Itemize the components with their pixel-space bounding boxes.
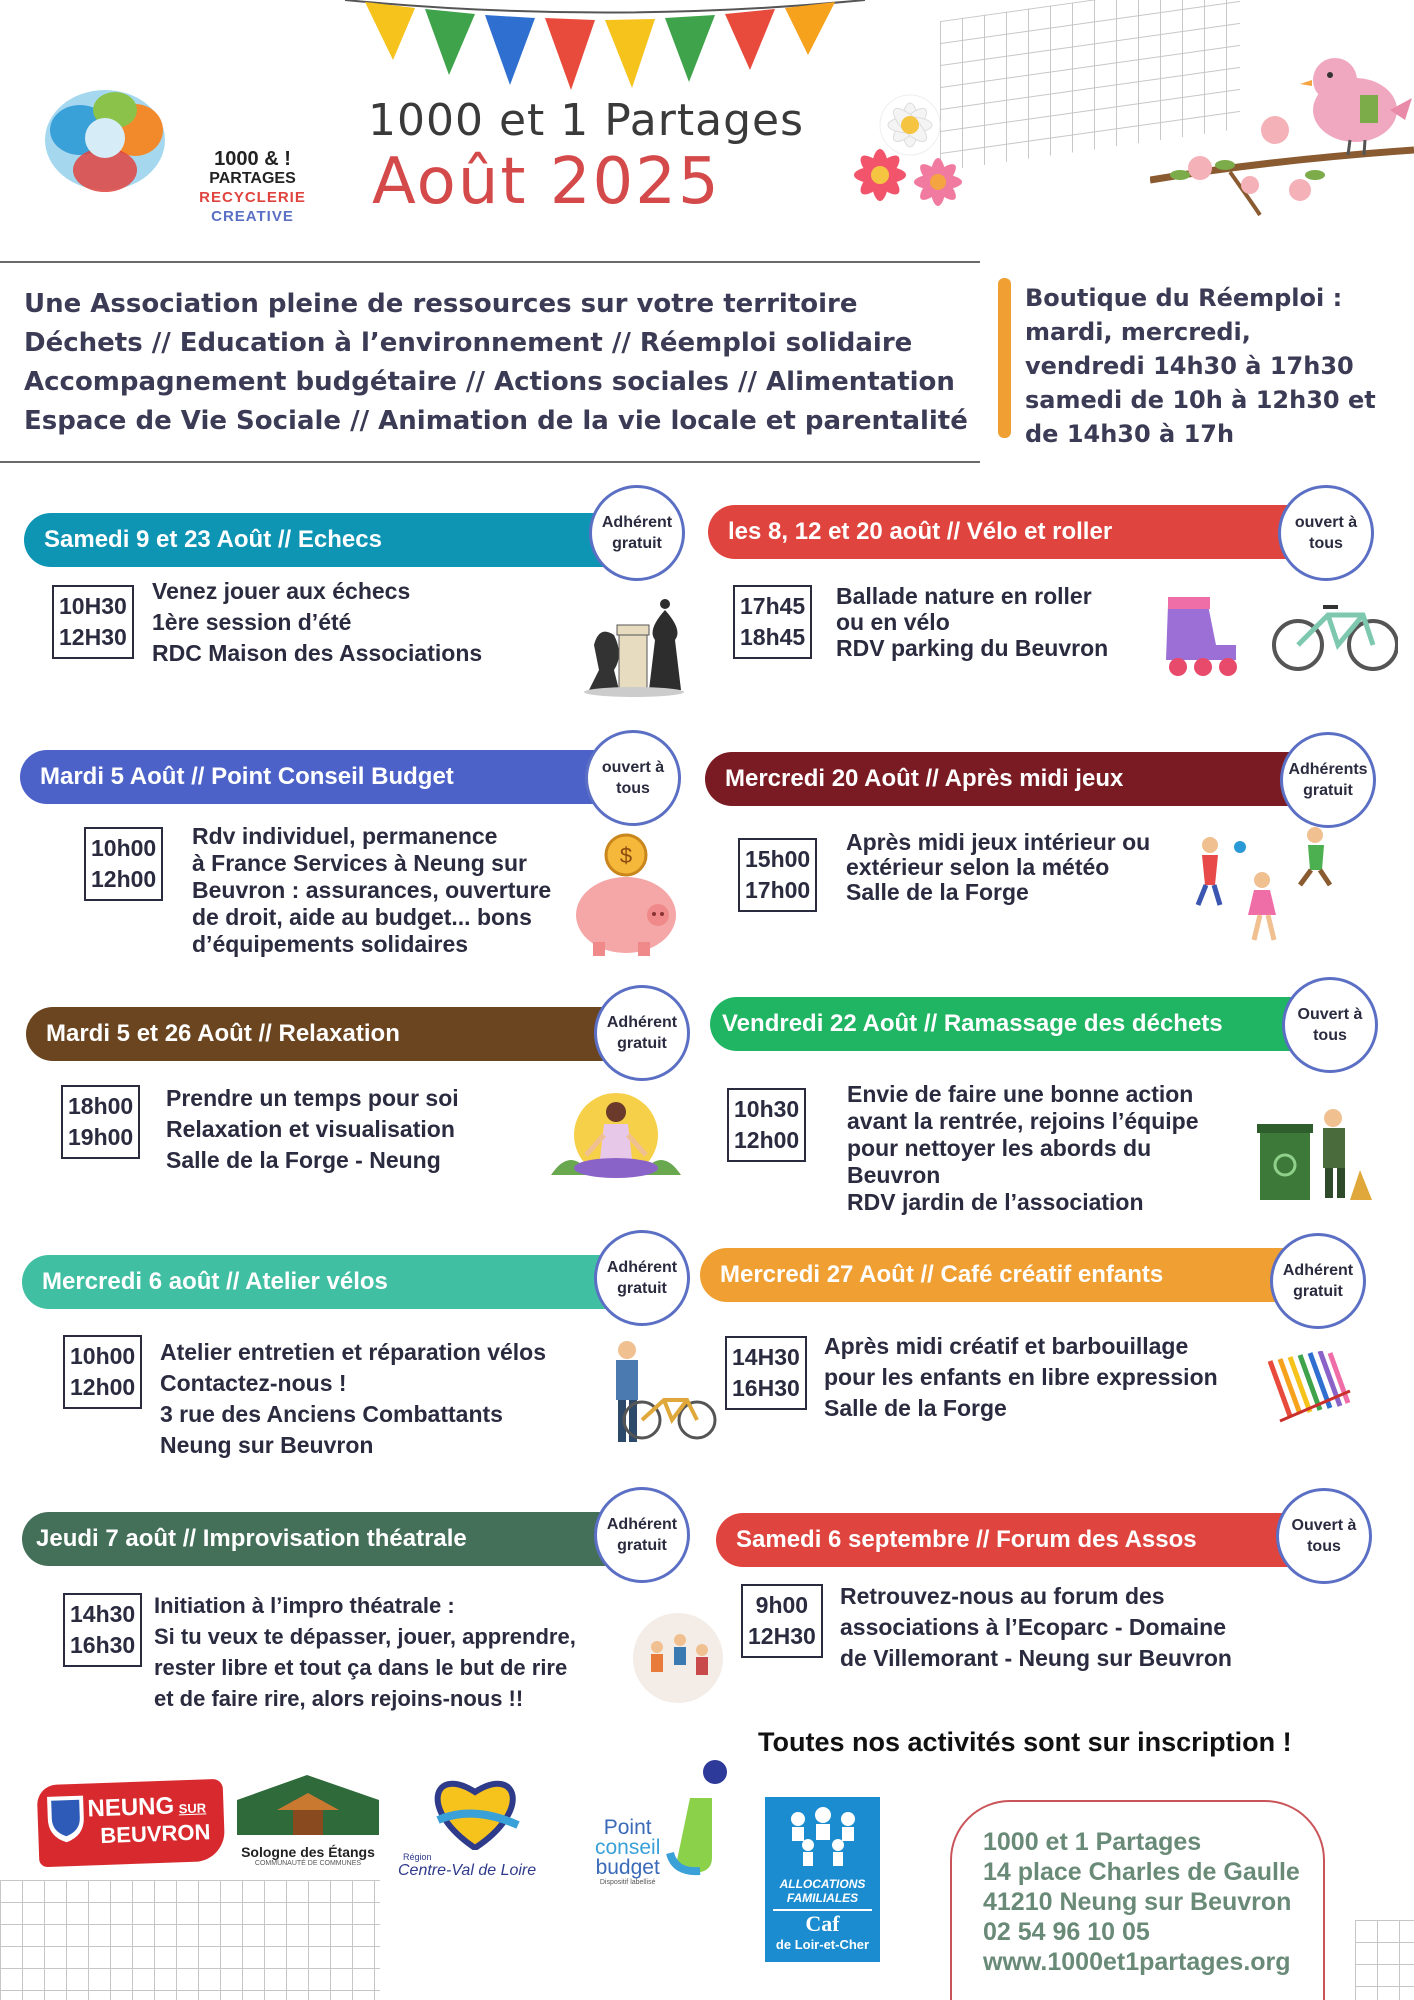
desc-line: rester libre et tout ça dans le but de rire [154, 1655, 568, 1680]
time-start: 17h45 [740, 593, 806, 619]
grid-decoration-bottom-left [0, 1880, 380, 2000]
access-badge [589, 485, 685, 581]
partner-region-line1: Région [403, 1852, 432, 1862]
desc-line: Ballade nature en roller [836, 583, 1092, 609]
activity-description [152, 576, 482, 669]
activity-description [824, 1331, 1218, 1424]
badge-line: ouvert à [601, 759, 665, 776]
time-slot [61, 1085, 140, 1159]
partner-pcb-line4: Dispositif labellisé [599, 1879, 656, 1886]
desc-line: Initiation à l’impro théatrale : [154, 1593, 455, 1618]
access-badge [1270, 1233, 1366, 1329]
logo-line2: PARTAGES [209, 170, 296, 187]
registration-note: Toutes nos activités sont sur inscription ! [758, 1727, 1292, 1757]
contact-city: 41210 Neung sur Beuvron [983, 1888, 1292, 1916]
badge-line: Ouvert à [1291, 1517, 1357, 1534]
roller-bike-icon [1148, 585, 1398, 680]
activity-title: Vendredi 22 Août // Ramassage des déchets [722, 1010, 1223, 1037]
recycling-bins-icon [1255, 1100, 1375, 1205]
desc-line: Si tu veux te dépasser, jouer, apprendre, [154, 1624, 576, 1649]
partner-neung-line2: SUR [178, 1800, 207, 1817]
contact-phone[interactable]: 02 54 96 10 05 [983, 1918, 1150, 1946]
desc-line: 1ère session d’été [152, 609, 352, 635]
activity-banner [705, 752, 1305, 806]
desc-line: Beuvron : assurances, ouverture [192, 877, 552, 903]
piggy-bank-icon [568, 830, 683, 960]
boutique-hours [1025, 281, 1376, 451]
activity-description [154, 1590, 576, 1714]
access-badge [594, 1230, 690, 1326]
activity-title: Mardi 5 Août // Point Conseil Budget [40, 763, 454, 790]
desc-line: à France Services à Neung sur [192, 850, 527, 876]
desc-line: pour les enfants en libre expression [824, 1364, 1218, 1390]
activity-card [26, 985, 691, 1205]
page-subtitle-month: Août 2025 [372, 145, 721, 219]
time-end: 12H30 [59, 624, 127, 650]
activity-card [710, 980, 1400, 1225]
desc-line: de Villemorant - Neung sur Beuvron [840, 1645, 1232, 1671]
heart-region-icon [428, 1770, 523, 1850]
colored-pencils-icon [1260, 1351, 1355, 1426]
boutique-line: vendredi 14h30 à 17h30 [1025, 352, 1354, 380]
boutique-line: Boutique du Réemploi : [1025, 284, 1343, 312]
contact-address: 14 place Charles de Gaulle [983, 1858, 1300, 1886]
partner-logo-sologne [237, 1775, 379, 1875]
partner-neung-line1: NEUNG [87, 1792, 175, 1823]
bunting-flags-icon [345, 0, 865, 100]
partner-logo-neung [37, 1779, 226, 1867]
time-start: 18h00 [68, 1093, 134, 1119]
desc-line: Envie de faire une bonne action [847, 1081, 1194, 1107]
boutique-line: samedi de 10h à 12h30 et [1025, 386, 1376, 414]
desc-line: extérieur selon la météo [846, 854, 1110, 880]
contact-website-link[interactable]: www.1000et1partages.org [983, 1948, 1291, 1976]
time-start: 10h00 [70, 1343, 136, 1369]
activity-title: Jeudi 7 août // Improvisation théatrale [36, 1525, 467, 1552]
partner-sologne-line1: Sologne des Étangs [241, 1844, 375, 1860]
flowers-icon [840, 90, 980, 220]
access-badge [1280, 732, 1376, 828]
kids-playing-icon [1180, 825, 1340, 950]
desc-line: ou en vélo [836, 609, 950, 635]
activity-title: Samedi 6 septembre // Forum des Assos [736, 1526, 1197, 1553]
desc-line: Beuvron [847, 1162, 941, 1188]
desc-line: avant la rentrée, rejoins l’équipe [847, 1108, 1199, 1134]
desc-line: RDC Maison des Associations [152, 640, 483, 666]
grid-decoration-bottom-right [1355, 1920, 1414, 2000]
intro-line: Une Association pleine de ressources sur votre territoire [24, 289, 858, 319]
badge-line: ouvert à [1294, 514, 1358, 531]
activity-title: Mercredi 6 août // Atelier vélos [42, 1268, 388, 1295]
badge-line: Adhérent [1282, 1262, 1354, 1279]
time-start: 14h30 [70, 1601, 136, 1627]
theatre-kids-icon [632, 1612, 724, 1704]
activity-banner [700, 1248, 1300, 1302]
badge-line: Adhérent [606, 1259, 678, 1276]
partner-caf-line1: ALLOCATIONS [779, 1877, 866, 1891]
partner-pcb-line1: Point [603, 1816, 652, 1839]
activity-card [20, 735, 690, 975]
activity-description [840, 1581, 1232, 1674]
time-end: 17h00 [745, 877, 811, 903]
activity-card [705, 735, 1400, 975]
boutique-accent-bar [998, 278, 1011, 438]
time-start: 9h00 [755, 1592, 809, 1618]
chess-pieces-icon [579, 590, 689, 700]
divider-bottom [0, 461, 980, 463]
access-badge [594, 1487, 690, 1583]
badge-line: Adhérent [606, 1014, 678, 1031]
partner-caf-line2: FAMILIALES [786, 1891, 859, 1905]
activity-title: Mardi 5 et 26 Août // Relaxation [46, 1020, 400, 1047]
time-slot [63, 1593, 142, 1667]
partner-region-line2: Centre-Val de Loire [398, 1862, 537, 1879]
time-start: 10h00 [91, 835, 157, 861]
time-end: 12h00 [70, 1374, 136, 1400]
badge-line: tous [1309, 535, 1343, 552]
activity-banner [26, 1007, 646, 1061]
time-slot [63, 1335, 142, 1409]
desc-line: et de faire rire, alors rejoins-nous !! [154, 1686, 524, 1711]
activity-description [836, 583, 1108, 661]
badge-line: tous [616, 780, 650, 797]
partner-sologne-line2: COMMUNAUTÉ DE COMMUNES [254, 1860, 362, 1867]
desc-line: Neung sur Beuvron [160, 1432, 374, 1458]
activity-banner [716, 1513, 1306, 1567]
intro-line: Espace de Vie Sociale // Animation de la vie locale et parentalité [24, 406, 968, 436]
desc-line: Contactez-nous ! [160, 1370, 347, 1396]
activity-description [166, 1083, 459, 1176]
time-end: 12H30 [748, 1623, 816, 1649]
divider-top [0, 261, 980, 263]
desc-line: Atelier entretien et réparation vélos [160, 1339, 547, 1365]
activity-banner [24, 513, 639, 567]
activity-description [846, 830, 1150, 905]
partner-logo-region [398, 1770, 558, 1885]
activity-title: Mercredi 27 Août // Café créatif enfants [720, 1261, 1164, 1288]
activity-card [22, 1487, 732, 1722]
activity-card [700, 1233, 1400, 1473]
desc-line: Salle de la Forge [846, 879, 1029, 905]
time-end: 16h30 [70, 1632, 136, 1658]
desc-line: RDV jardin de l’association [847, 1189, 1144, 1215]
info-i-icon [660, 1758, 735, 1878]
desc-line: 3 rue des Anciens Combattants [160, 1401, 503, 1427]
time-end: 19h00 [68, 1124, 134, 1150]
time-start: 15h00 [745, 846, 811, 872]
desc-line: Après midi créatif et barbouillage [824, 1333, 1189, 1359]
badge-line: Adhérent [601, 514, 673, 531]
badge-line: Ouvert à [1297, 1006, 1363, 1023]
badge-line: gratuit [617, 1280, 667, 1297]
badge-line: gratuit [1293, 1283, 1343, 1300]
time-start: 14H30 [732, 1344, 800, 1370]
time-slot [727, 1088, 806, 1162]
desc-line: Salle de la Forge [824, 1395, 1007, 1421]
time-slot [738, 838, 817, 912]
activity-title: Samedi 9 et 23 Août // Echecs [44, 526, 382, 553]
time-slot [84, 827, 163, 901]
badge-line: gratuit [612, 535, 662, 552]
contact-name: 1000 et 1 Partages [983, 1828, 1202, 1856]
partner-logo-point-conseil-budget [595, 1758, 735, 1893]
badge-line: gratuit [1303, 782, 1353, 799]
access-badge [585, 730, 681, 826]
house-logo-icon [237, 1775, 379, 1840]
activity-banner [20, 750, 635, 804]
badge-line: tous [1307, 1538, 1341, 1555]
desc-line: Relaxation et visualisation [166, 1116, 455, 1142]
intro-line: Accompagnement budgétaire // Actions sociales // Alimentation [24, 367, 955, 397]
time-slot [725, 1336, 807, 1410]
svg-text:$: $ [619, 843, 633, 868]
intro-line: Déchets // Education à l’environnement // Réemploi solidaire [24, 328, 913, 358]
activity-banner [708, 505, 1308, 559]
family-figures-icon [778, 1807, 868, 1872]
boutique-line: mardi, mercredi, [1025, 318, 1251, 346]
desc-line: Après midi jeux intérieur ou [846, 829, 1151, 855]
activity-card [716, 1483, 1406, 1703]
activity-card [22, 1230, 722, 1480]
time-end: 12h00 [734, 1127, 800, 1153]
activity-banner [710, 997, 1310, 1051]
partner-caf-line3: Caf [805, 1911, 840, 1936]
partner-logo-caf [765, 1797, 880, 1962]
desc-line: Rdv individuel, permanence [192, 823, 498, 849]
desc-line: RDV parking du Beuvron [836, 635, 1109, 661]
contact-info [983, 1827, 1300, 1977]
time-start: 10h30 [734, 1096, 800, 1122]
hands-logo-icon [25, 70, 185, 210]
partner-neung-line3: BEUVRON [99, 1819, 211, 1849]
partner-pcb-line2: conseil [595, 1836, 661, 1859]
partner-caf-line4: de Loir-et-Cher [775, 1937, 870, 1952]
access-badge [1282, 977, 1378, 1073]
badge-line: Adhérent [606, 1516, 678, 1533]
activity-card [708, 485, 1398, 710]
logo-line3: RECYCLERIE [199, 189, 306, 206]
badge-line: gratuit [617, 1537, 667, 1554]
activity-description [160, 1337, 546, 1461]
partner-pcb-line3: budget [595, 1856, 660, 1879]
desc-line: associations à l’Ecoparc - Domaine [840, 1614, 1227, 1640]
association-logo [25, 70, 315, 240]
intro-text [24, 285, 968, 441]
activity-title: les 8, 12 et 20 août // Vélo et roller [728, 518, 1113, 545]
logo-line4: CREATIVE [211, 208, 294, 225]
boutique-line: de 14h30 à 17h [1025, 420, 1235, 448]
activity-banner [22, 1255, 642, 1309]
desc-line: Salle de la Forge - Neung [166, 1147, 441, 1173]
desc-line: Prendre un temps pour soi [166, 1085, 459, 1111]
time-end: 16H30 [732, 1375, 800, 1401]
time-slot [733, 585, 812, 659]
time-slot [741, 1584, 823, 1658]
access-badge [594, 985, 690, 1081]
meditation-icon [541, 1090, 691, 1195]
desc-line: Retrouvez-nous au forum des [840, 1583, 1165, 1609]
badge-line: gratuit [617, 1035, 667, 1052]
access-badge [1276, 1488, 1372, 1584]
desc-line: de droit, aide au budget... bons [192, 904, 532, 930]
desc-line: pour nettoyer les abords du [847, 1135, 1152, 1161]
bird-branch-icon [1150, 50, 1414, 220]
coat-of-arms-icon [45, 1794, 87, 1845]
badge-line: tous [1313, 1027, 1347, 1044]
desc-line: Venez jouer aux échecs [152, 578, 411, 604]
access-badge [1278, 485, 1374, 581]
activity-banner [22, 1512, 642, 1566]
logo-line1: 1000 & ! [214, 148, 291, 170]
activity-description [192, 823, 551, 958]
time-end: 18h45 [740, 624, 806, 650]
time-end: 12h00 [91, 866, 157, 892]
page-title: 1000 et 1 Partages [368, 95, 804, 146]
activity-description [847, 1081, 1199, 1216]
desc-line: d’équipements solidaires [192, 931, 469, 957]
badge-line: Adhérents [1288, 761, 1368, 778]
activity-card [24, 485, 689, 710]
time-slot [52, 585, 134, 659]
time-start: 10H30 [59, 593, 127, 619]
activity-title: Mercredi 20 Août // Après midi jeux [725, 765, 1124, 792]
